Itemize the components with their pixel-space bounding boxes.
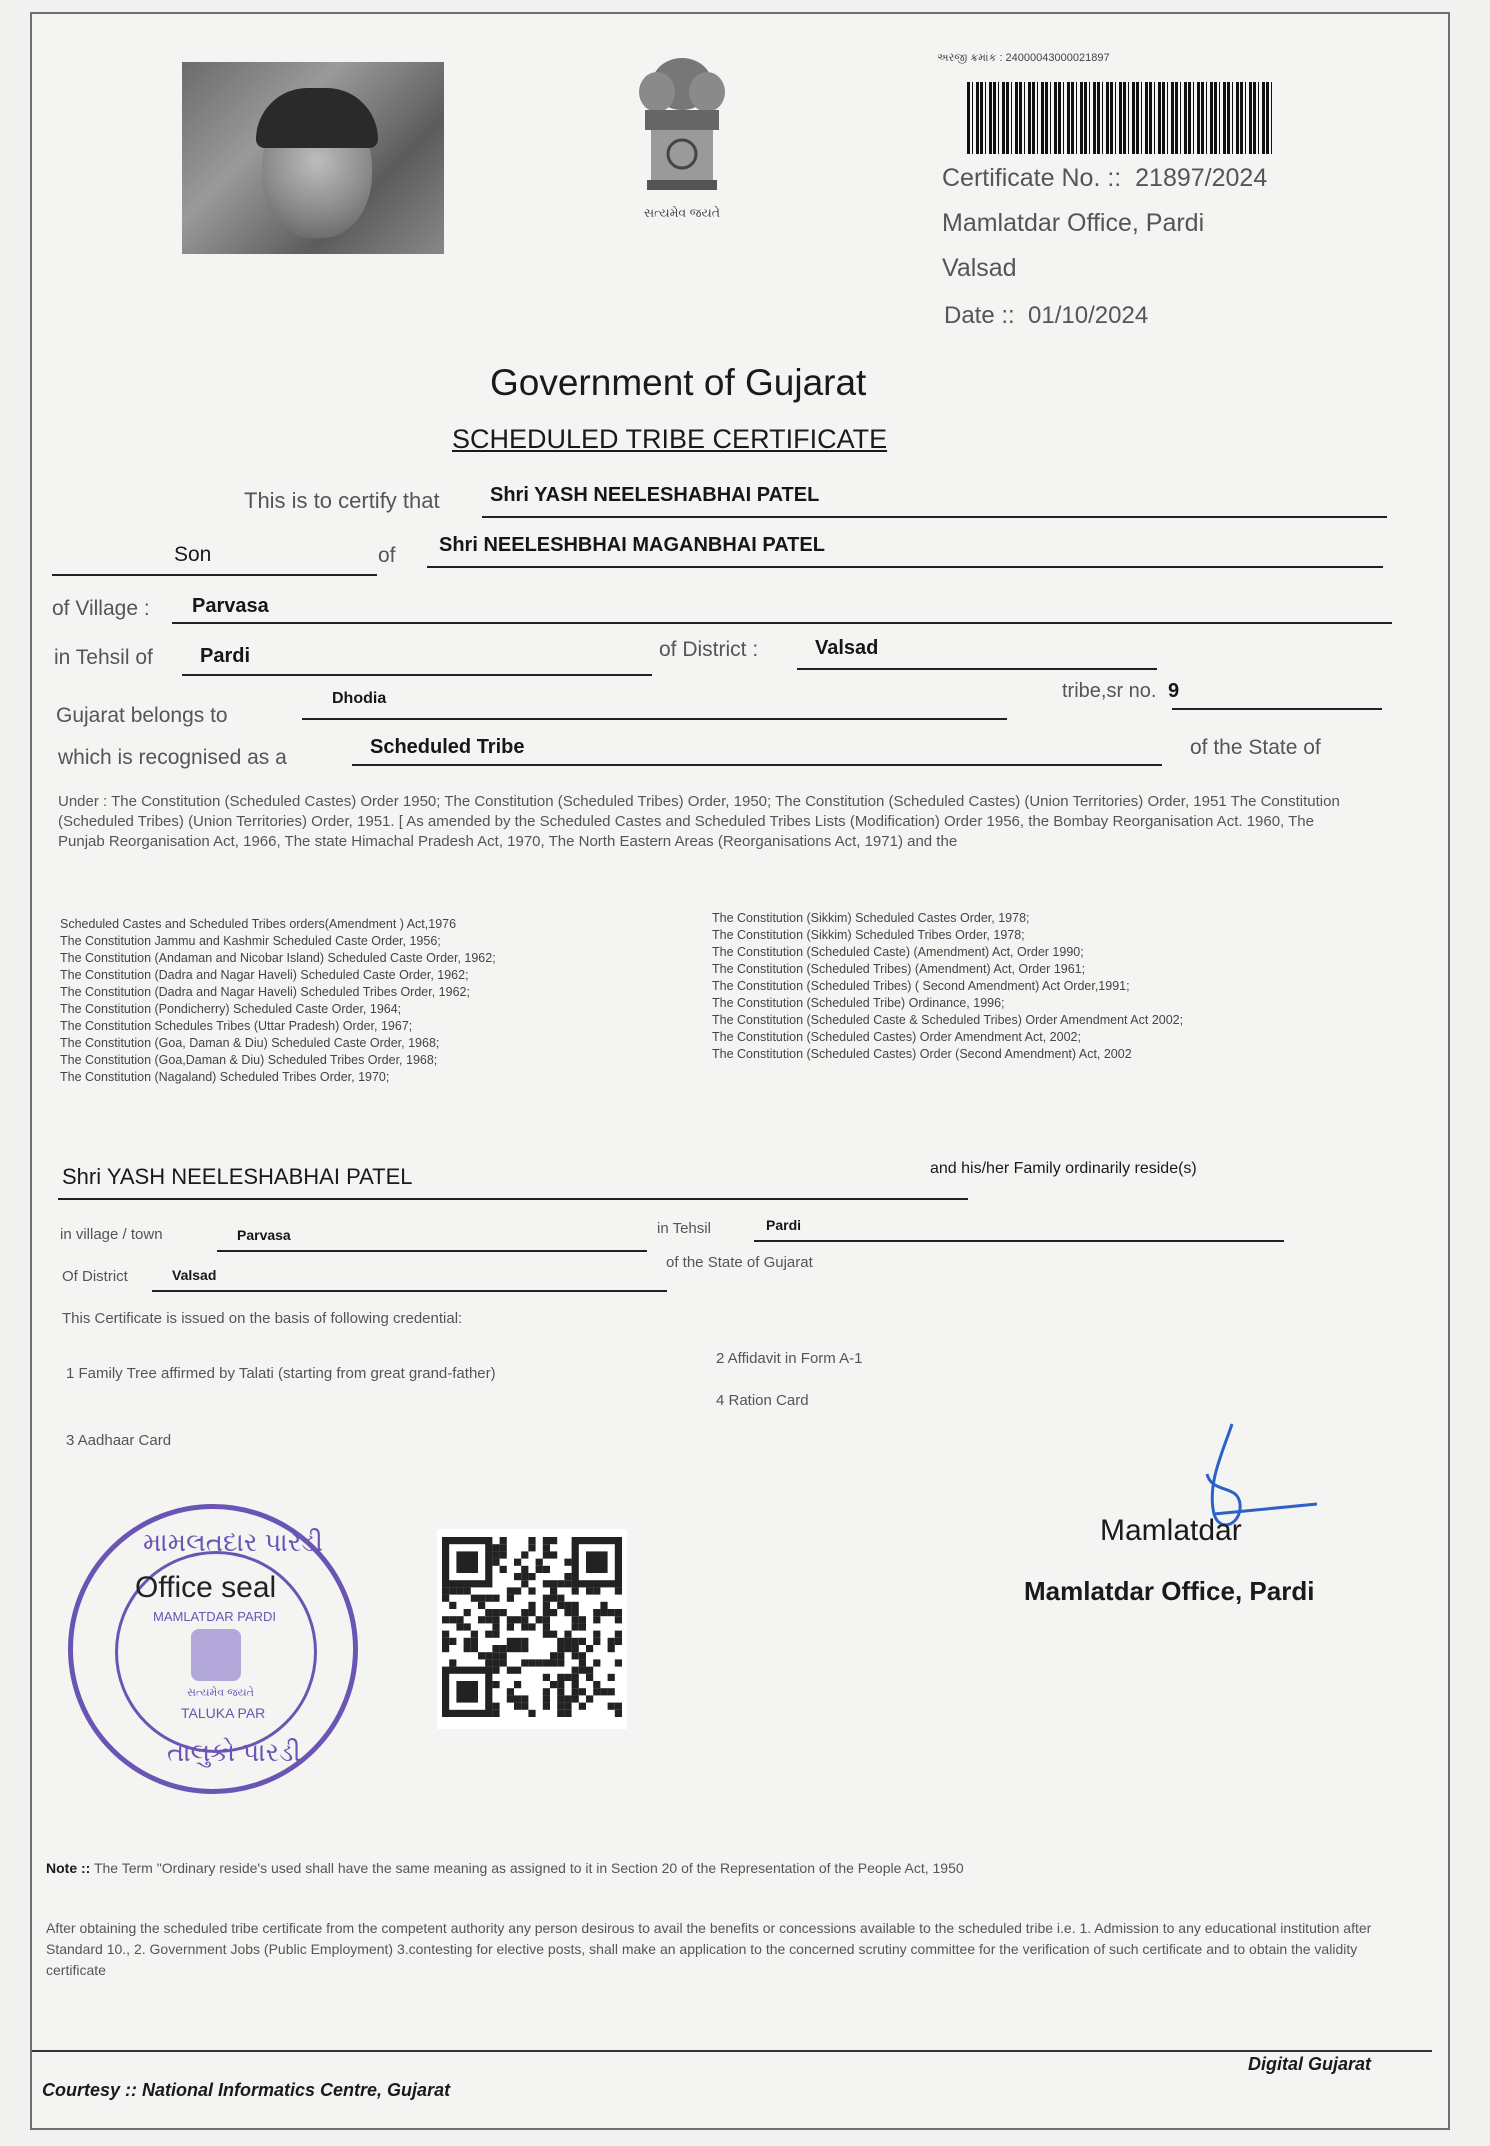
tribe-sr-no: 9 xyxy=(1168,680,1180,702)
recognised-label: which is recognised as a xyxy=(58,746,287,769)
certificate-no-label: Certificate No. :: xyxy=(942,164,1122,192)
date-row xyxy=(944,302,1148,330)
family-text: and his/her Family ordinarily reside(s) xyxy=(930,1160,1197,1177)
category: Scheduled Tribe xyxy=(370,736,525,758)
village-label: of Village : xyxy=(52,597,150,620)
list-item: Scheduled Castes and Scheduled Tribes orders(Amendment ) Act,1976 xyxy=(60,917,457,931)
resident-name: Shri YASH NEELESHABHAI PATEL xyxy=(62,1164,413,1189)
list-item: The Constitution (Scheduled Caste) (Amendment) Act, Order 1990; xyxy=(712,945,1084,959)
district-label: of District : xyxy=(659,638,759,661)
list-item: The Constitution (Nagaland) Scheduled Tribes Order, 1970; xyxy=(60,1070,390,1084)
applicant-photo xyxy=(182,62,444,254)
list-item: The Constitution (Scheduled Tribe) Ordinance, 1996; xyxy=(712,996,1005,1010)
date-value: 01/10/2024 xyxy=(1028,302,1149,329)
tribe-sr-row xyxy=(1062,680,1179,703)
res-village-label: in village / town xyxy=(60,1226,163,1243)
certify-text: This is to certify that xyxy=(244,488,440,513)
res-tehsil-label: in Tehsil xyxy=(657,1220,711,1237)
date-label: Date :: xyxy=(944,302,1015,329)
credential-item: 3 Aadhaar Card xyxy=(66,1432,172,1449)
barcode-caption: અરજી ક્રમાંક : 24000043000021897 xyxy=(937,52,1110,64)
parent-name-line xyxy=(427,534,1383,568)
list-item: The Constitution Schedules Tribes (Uttar Pradesh) Order, 1967; xyxy=(60,1019,413,1033)
tribe-sr-line xyxy=(1172,708,1382,710)
belongs-label: Gujarat belongs to xyxy=(56,704,228,727)
page-title: Government of Gujarat xyxy=(490,362,867,403)
list-item: The Constitution (Scheduled Castes) Order Amendment Act, 2002; xyxy=(712,1030,1081,1044)
orders-left-list xyxy=(60,916,690,1086)
header-district: Valsad xyxy=(942,254,1017,282)
parent-name: Shri NEELESHBHAI MAGANBHAI PATEL xyxy=(439,534,825,556)
tehsil: Pardi xyxy=(200,645,251,667)
signatory-designation: Mamlatdar xyxy=(1100,1514,1242,1547)
district: Valsad xyxy=(815,637,879,659)
seal-lower-text: TALUKA PAR xyxy=(181,1705,266,1721)
list-item: The Constitution (Pondicherry) Scheduled Caste Order, 1964; xyxy=(60,1002,402,1016)
person-name: Shri YASH NEELESHABHAI PATEL xyxy=(490,484,820,506)
credentials-text: This Certificate is issued on the basis of following credential: xyxy=(62,1310,463,1327)
resident-name-line xyxy=(58,1164,968,1200)
res-tehsil: Pardi xyxy=(766,1217,802,1233)
seal-label: Office seal xyxy=(135,1571,277,1604)
signatory-office: Mamlatdar Office, Pardi xyxy=(1024,1576,1315,1606)
list-item: The Constitution (Dadra and Nagar Haveli) Scheduled Caste Order, 1962; xyxy=(60,968,469,982)
district-line xyxy=(797,630,1157,670)
list-item: The Constitution Jammu and Kashmir Scheduled Caste Order, 1956; xyxy=(60,934,441,948)
emblem-caption: સત્યમેવ જયતે xyxy=(643,206,721,220)
res-district-line xyxy=(152,1260,667,1292)
res-tehsil-line xyxy=(754,1210,1284,1242)
seal-top-text: મામલતદાર પારડી xyxy=(143,1527,323,1557)
tehsil-label: in Tehsil of xyxy=(54,646,153,669)
seal-middle-text: MAMLATDAR PARDI xyxy=(153,1609,277,1624)
orders-right-list xyxy=(712,910,1372,1063)
note-label: Note :: xyxy=(46,1860,91,1876)
courtesy-text: Courtesy :: National Informatics Centre, Gujarat xyxy=(42,2080,451,2100)
list-item: The Constitution (Dadra and Nagar Haveli) Scheduled Tribes Order, 1962; xyxy=(60,985,470,999)
national-emblem-icon xyxy=(607,44,757,244)
tribe-line xyxy=(302,690,1007,720)
office-seal xyxy=(68,1504,358,1794)
list-item: The Constitution (Scheduled Tribes) ( Second Amendment) Act Order,1991; xyxy=(712,979,1130,993)
list-item: The Constitution (Scheduled Tribes) (Amendment) Act, Order 1961; xyxy=(712,962,1086,976)
seal-bottom-text: તાલુકો પારડી xyxy=(167,1737,301,1767)
person-name-line xyxy=(482,484,1387,518)
credential-item: 2 Affidavit in Form A-1 xyxy=(716,1350,863,1367)
list-item: The Constitution (Sikkim) Scheduled Tribes Order, 1978; xyxy=(712,928,1025,942)
certificate-no-row xyxy=(942,164,1267,193)
state-of-label: of the State of xyxy=(1190,736,1321,759)
res-state-text: of the State of Gujarat xyxy=(666,1254,813,1271)
certificate-no: 21897/2024 xyxy=(1135,164,1268,192)
category-line xyxy=(352,736,1162,766)
village-line xyxy=(172,586,1392,624)
list-item: The Constitution (Scheduled Caste & Scheduled Tribes) Order Amendment Act 2002; xyxy=(712,1013,1184,1027)
tribe: Dhodia xyxy=(332,690,387,707)
note-text: The Term "Ordinary reside's used shall have the same meaning as assigned to it in Section 20 of the Representation of the People Act, 1950 xyxy=(93,1860,964,1876)
res-district-label: Of District xyxy=(62,1268,128,1285)
of-label: of xyxy=(378,544,396,567)
list-item: The Constitution (Scheduled Castes) Order (Second Amendment) Act, 2002 xyxy=(712,1047,1132,1061)
certificate-type: SCHEDULED TRIBE CERTIFICATE xyxy=(452,424,888,454)
certificate-sheet xyxy=(30,12,1450,2130)
list-item: The Constitution (Goa,Daman & Diu) Scheduled Tribes Order, 1968; xyxy=(60,1053,438,1067)
qr-code xyxy=(437,1529,627,1729)
after-text: After obtaining the scheduled tribe certificate from the competent authority any person desirous to avail the benefits or concessions available to the scheduled tribe i.e. 1. Admission to any educational institution after Standard 10., 2. Government Jobs (Public Employment) 3.contesting for elective posts, shall make an application to the concerned scrutiny committee for the verification of such certificate and to obtain the validity certificate xyxy=(46,1920,1372,1978)
footer-divider xyxy=(32,2050,1432,2052)
seal-emblem-icon xyxy=(191,1629,241,1681)
header-office: Mamlatdar Office, Pardi xyxy=(942,209,1205,237)
res-village: Parvasa xyxy=(237,1227,291,1243)
note-row xyxy=(46,1860,1426,1877)
res-district: Valsad xyxy=(172,1267,217,1283)
list-item: The Constitution (Andaman and Nicobar Island) Scheduled Caste Order, 1962; xyxy=(60,951,496,965)
seal-emblem-text: સત્યમેવ જયતે xyxy=(187,1687,254,1699)
relation: Son xyxy=(174,543,212,566)
village: Parvasa xyxy=(192,595,269,617)
list-item: The Constitution (Goa, Daman & Diu) Scheduled Caste Order, 1968; xyxy=(60,1036,440,1050)
under-text: Under : The Constitution (Scheduled Castes) Order 1950; The Constitution (Scheduled Tribes) Order, 1950; The Constitution (Scheduled Castes) (Union Territories) Order, 1951 The Constitution (Scheduled Tribes) (Union Territories) Order, 1951. [ As amended by the Scheduled Castes and Scheduled Tribes Lists (Modification) Order 1956, the Bombay Reorganisation Act. 1960, The Punjab Reorganisation Act, 1966, The state Himachal Pradesh Act, 1970, The North Eastern Areas (Reorganisations Act, 1971) and the xyxy=(58,793,1340,850)
res-village-line xyxy=(217,1220,647,1252)
digital-gujarat: Digital Gujarat xyxy=(1248,2054,1372,2074)
credential-item: 1 Family Tree affirmed by Talati (starting from great grand-father) xyxy=(66,1365,496,1382)
tehsil-line xyxy=(182,636,652,676)
tribe-sr-label: tribe,sr no. xyxy=(1062,680,1157,702)
photo-hair xyxy=(256,88,378,148)
credential-item: 4 Ration Card xyxy=(716,1392,809,1409)
relation-line xyxy=(52,536,377,576)
barcode xyxy=(967,82,1272,154)
list-item: The Constitution (Sikkim) Scheduled Castes Order, 1978; xyxy=(712,911,1030,925)
